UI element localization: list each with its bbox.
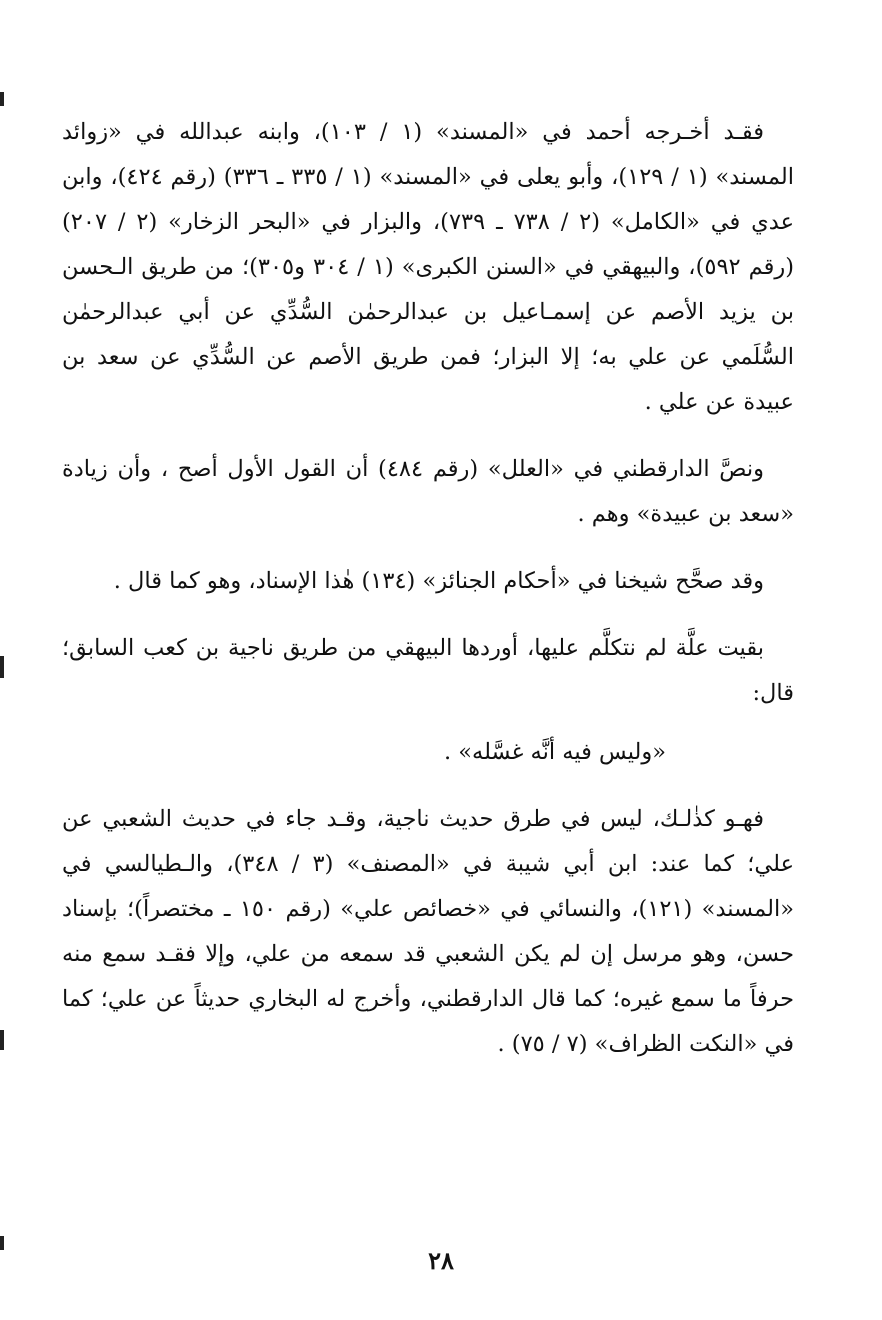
paragraph-quote: «وليس فيه أنَّه غسَّله» . <box>443 739 666 765</box>
edge-mark-middle <box>0 656 4 678</box>
edge-mark-lower <box>0 1030 4 1050</box>
page-number: ٢٨ <box>428 1246 454 1275</box>
paragraph-daraqutni: ونصَّ الدارقطني في «العلل» (رقم ٤٨٤) أن القول الأول أصح ، وأن زيادة «سعد بن عبيدة» وهم . <box>62 456 794 527</box>
paragraph-takhrij: فقـد أخـرجه أحمد في «المسند» (١ / ١٠٣)، وابنه عبدالله في «زوائد المسند» (١ / ١٢٩)، وأبو يعلى في «المسند» (١ / ٣٣٥ ـ ٣٣٦) (رقم ٤٢٤)، وابن عدي في «الكامل» (٢ / ٧٣٨ ـ ٧٣٩)، والبزار في «البحر الزخار» (٢ / ٢٠٧) (رقم ٥٩٢)، والبيهقي في «السنن الكبرى» (١ / ٣٠٤ و٣٠٥)؛ من طريق الـحسن بن يزيد الأصم عن إسمـاعيل بن عبدالرحمٰن السُّدِّي عن أبي عبدالرحمٰن السُّلَمي عن علي به؛ إلا البزار؛ فمن طريق الأصم عن السُّدِّي عن سعد بن عبيدة عن علي . <box>62 119 795 415</box>
paragraph-illa: بقيت علَّة لم نتكلَّم عليها، أوردها البيهقي من طريق ناجية بن كعب السابق؛ قال: <box>62 635 794 706</box>
edge-mark-bottom <box>0 1236 4 1250</box>
page-body <box>62 110 794 1089</box>
paragraph-shabi: فهـو كذٰلـك، ليس في طرق حديث ناجية، وقـد جاء في حديث الشعبي عن علي؛ كما عند: ابن أبي شيبة في «المصنف» (٣ / ٣٤٨)، والـطيالسي في «المسند» (١٢١)، والنسائي في «خصائص علي» (رقم ١٥٠ ـ مختصراً)؛ بإسناد حسن، وهو مرسل إن لم يكن الشعبي قد سمعه من علي، وإلا فقـد سمع منه حرفاً ما سمع غيره؛ كما قال الدارقطني، وأخرج له البخاري حديثاً عن علي؛ كما في «النكت الظراف» (٧ / ٧٥) . <box>62 806 795 1057</box>
edge-mark-top <box>0 92 4 106</box>
paragraph-tashih: وقد صحَّح شيخنا في «أحكام الجنائز» (١٣٤) هٰذا الإسناد، وهو كما قال . <box>113 568 764 594</box>
